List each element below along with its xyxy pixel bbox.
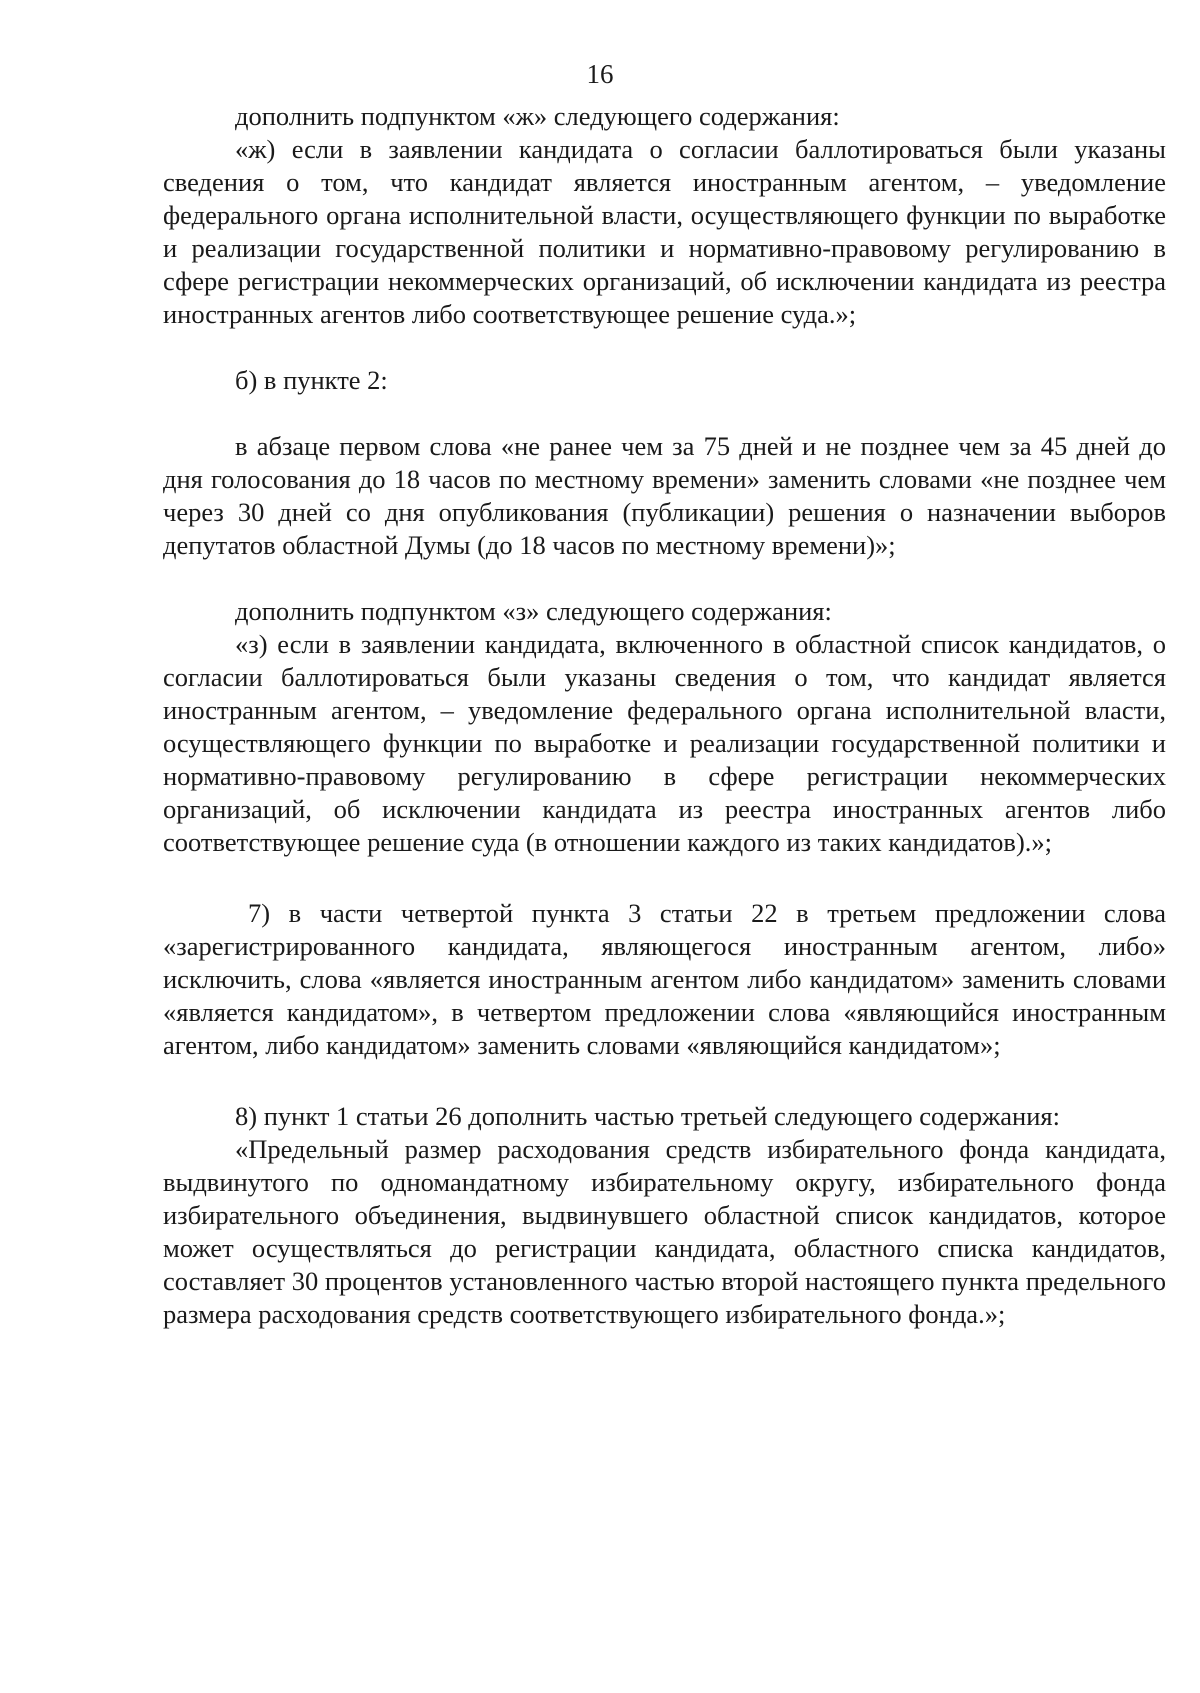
page-number: 16: [586, 59, 614, 89]
document-body: [163, 100, 1166, 1331]
paragraph-subitem-zh-text: «ж) если в заявлении кандидата о согласии баллотироваться были указаны сведения о том, что кандидат является иностранным агентом, – уведомление федерального органа исполнительной власти, осуществляющего функции по выработке и реализации государственной политики и нормативно-правовому регулированию в сфере регистрации некоммерческих организаций, об исключении кандидата из реестра иностранных агентов либо соответствующее решение суда.»;: [163, 134, 1166, 329]
paragraph-add-subitem-z: дополнить подпунктом «з» следующего содержания:: [235, 596, 832, 626]
paragraph-first-abzac-replace: в абзаце первом слова «не ранее чем за 75 дней и не позднее чем за 45 дней до дня голосования до 18 часов по местному времени» заменить словами «не позднее чем через 30 дней со дня опубликования (публикации) решения о назначении выборов депутатов областной Думы (до 18 часов по местному времени)»;: [163, 431, 1166, 560]
paragraph-spending-limit-text: «Предельный размер расходования средств избирательного фонда кандидата, выдвинутого по одномандатному избирательному округу, избирательного фонда избирательного объединения, выдвинувшего областной список кандидатов, которое может осуществляться до регистрации кандидата, областного списка кандидатов, составляет 30 процентов установленного частью второй настоящего пункта предельного размера расходования средств соответствующего избирательного фонда.»;: [163, 1134, 1166, 1329]
paragraph-add-subitem-zh: дополнить подпунктом «ж» следующего содержания:: [235, 101, 840, 131]
paragraph-item-8: 8) пункт 1 статьи 26 дополнить частью третьей следующего содержания:: [235, 1101, 1060, 1131]
paragraph-item-7: 7) в части четвертой пункта 3 статьи 22 в третьем предложении слова «зарегистрированного кандидата, являющегося иностранным агентом, либо» исключить, слова «является иностранным агентом либо кандидатом» заменить словами «является кандидатом», в четвертом предложении слова «являющийся иностранным агентом, либо кандидатом» заменить словами «являющийся кандидатом»;: [163, 898, 1166, 1060]
paragraph-subitem-z-text: «з) если в заявлении кандидата, включенного в областной список кандидатов, о согласии баллотироваться были указаны сведения о том, что кандидат является иностранным агентом, – уведомление федерального органа исполнительной власти, осуществляющего функции по выработке и реализации государственной политики и нормативно-правовому регулированию в сфере регистрации некоммерческих организаций, об исключении кандидата из реестра иностранных агентов либо соответствующее решение суда (в отношении каждого из таких кандидатов).»;: [163, 629, 1166, 857]
paragraph-item-b: б) в пункте 2:: [235, 365, 388, 395]
